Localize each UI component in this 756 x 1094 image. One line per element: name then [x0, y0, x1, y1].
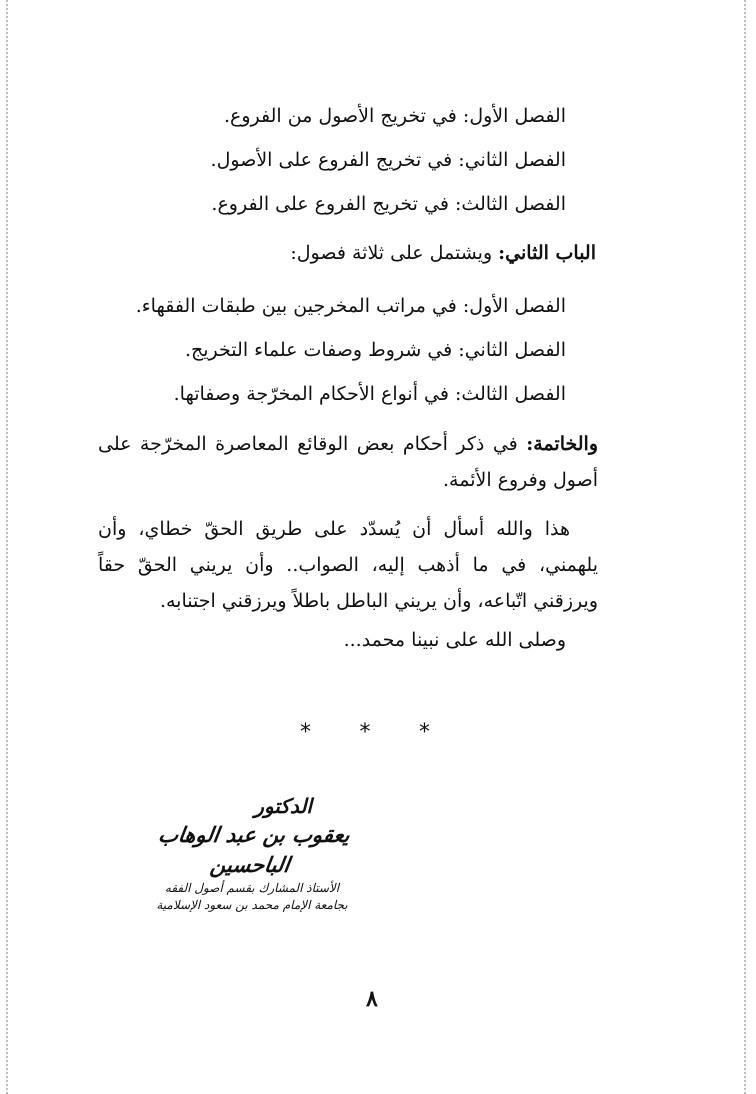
page-number: ٨ — [366, 986, 378, 1012]
signature-name: يعقوب بن عبد الوهاب الباحسين — [156, 822, 352, 877]
left-edge-dots — [6, 0, 8, 1094]
right-edge-dots — [744, 0, 746, 1094]
signature-block — [132, 792, 372, 914]
part2-heading — [290, 244, 596, 263]
separator-star: * — [419, 720, 430, 745]
signature-title: الدكتور — [254, 794, 312, 818]
part2-chapter-1: الفصل الأول: في مراتب المخرجين بين طبقات الفقهاء. — [135, 295, 566, 317]
section-separator — [300, 722, 430, 746]
signature-university: بجامعة الإمام محمد بن سعود الإسلامية — [156, 898, 348, 912]
separator-star: * — [359, 720, 371, 745]
part1-chapter-1: الفصل الأول: في تخريج الأصول من الفروع. — [223, 105, 566, 127]
conclusion-label: والخاتمة: — [526, 433, 598, 455]
signature-role: الأستاذ المشارك بقسم أصول الفقه — [164, 881, 340, 895]
part1-chapter-2: الفصل الثاني: في تخريج الفروع على الأصول. — [210, 149, 566, 171]
part1-chapter-3: الفصل الثالث: في تخريج الفروع على الفروع. — [211, 193, 566, 215]
salutation: وصلى الله على نبينا محمد... — [343, 629, 566, 651]
conclusion-text: في ذكر أحكام بعض الوقائع المعاصرة المخرّجة على أصول وفروع الأئمة. — [98, 433, 598, 491]
conclusion-paragraph — [98, 426, 598, 498]
prayer-paragraph: هذا والله أسأل أن يُسدّد على طريق الحقّ خطاي، وأن يلهمني، في ما أذهب إليه، الصواب.. وأن يريني الحقّ حقاً ويرزقني اتّباعه، وأن يريني الباطل باطلاً ويرزقني اجتنابه. — [98, 518, 598, 612]
part2-chapter-2: الفصل الثاني: في شروط وصفات علماء التخريج. — [184, 339, 566, 361]
part2-chapter-3: الفصل الثالث: في أنواع الأحكام المخرّجة وصفاتها. — [173, 383, 566, 405]
part2-text: ويشتمل على ثلاثة فصول: — [290, 242, 499, 264]
part2-label: الباب الثاني: — [498, 242, 596, 264]
separator-star: * — [300, 720, 311, 745]
